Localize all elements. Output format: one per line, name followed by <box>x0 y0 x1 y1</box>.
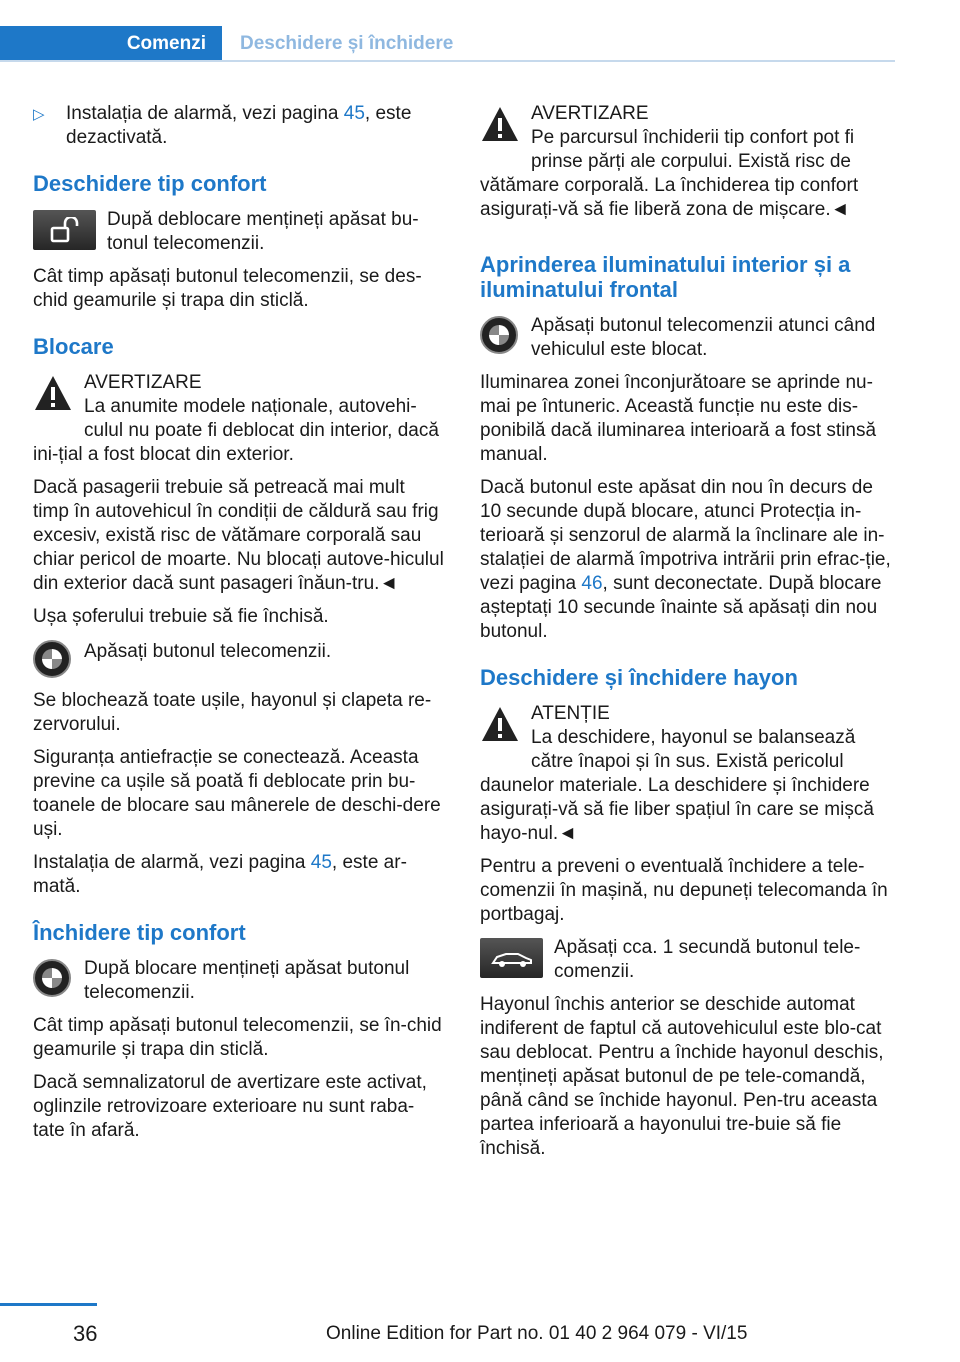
paragraph: După deblocare mențineți apăsat bu-tonul telecomenzii. <box>107 209 419 254</box>
tab-deschidere-inchidere[interactable]: Deschidere și închidere <box>240 33 454 54</box>
warning-title: AVERTIZARE <box>84 372 202 393</box>
warning-icon <box>480 702 520 751</box>
paragraph: Cât timp apăsați butonul telecomenzii, se în-chid geamurile și trapa din sticlă. <box>33 1015 442 1060</box>
bullet-item <box>33 102 445 150</box>
left-column <box>33 102 445 1152</box>
paragraph: Pentru a preveni o eventuală închidere a tele-comenzii în mașină, nu depuneți telecomanda în portbagaj. <box>480 856 888 925</box>
page-link-45[interactable]: 45 <box>310 852 332 873</box>
paragraph <box>33 851 445 899</box>
paragraph: Ușa șoferului trebuie să fie închisă. <box>33 606 329 627</box>
paragraph: Iluminarea zonei înconjurătoare se aprinde nu-mai pe întuneric. Această funcție nu este dis-ponibilă dacă iluminarea interioară a fost stinsă manual. <box>480 372 877 465</box>
warning-text: Pe parcursul închiderii tip confort pot fi prinse părți ale corpului. Există risc de vătămare corporală. La închiderea tip confort asigurați-vă să fie liberă zona de mișcare.◄ <box>480 127 859 220</box>
warning-text: La deschidere, hayonul se balansează către înapoi și în sus. Există pericolul daunelor materiale. La deschidere și închidere asigurați-vă să fie liber spațiul în care se mișcă hayo-nul.◄ <box>480 727 874 844</box>
right-column <box>480 102 896 1170</box>
paragraph: După blocare mențineți apăsat butonul telecomenzii. <box>84 958 410 1003</box>
paragraph <box>480 476 896 644</box>
footer-accent-line <box>0 1303 97 1306</box>
warning-title: AVERTIZARE <box>531 103 649 124</box>
warning-block <box>480 102 896 222</box>
paragraph: Se blochează toate ușile, hayonul și clapeta re-zervorului. <box>33 690 432 735</box>
bmw-remote-button-icon <box>33 638 73 678</box>
warning-block <box>480 702 896 846</box>
paragraph: Dacă semnalizatorul de avertizare este activat, oglinzile retrovizoare exterioare nu sunt raba-tate în afară. <box>33 1072 427 1141</box>
paragraph: Apăsați butonul telecomenzii atunci când vehiculul este blocat. <box>531 315 876 360</box>
page-link-45[interactable]: 45 <box>343 103 365 124</box>
heading-inchidere-confort: Închidere tip confort <box>33 920 246 945</box>
warning-title: ATENȚIE <box>531 703 610 724</box>
tab-comenzi[interactable]: Comenzi <box>0 26 222 62</box>
bullet-text-start: Instalația de alarmă, vezi pagina <box>66 103 344 124</box>
warning-text: La anumite modele naționale, autovehi-culul nu poate fi deblocat din interior, dacă ini-țial a fost blocat din exterior. <box>33 396 439 465</box>
tailgate-car-icon <box>480 936 543 978</box>
paragraph: Hayonul închis anterior se deschide automat indiferent de faptul că autovehiculul este blo-cat sau deblocat. Pentru a închide hayonul deschis, mențineți apăsat butonul de pe tele-comandă, până când se închide hayonul. Pen-tru aceasta partea inferioară a hayonului tre-buie să fie închisă. <box>480 994 884 1159</box>
heading-hayon: Deschidere și închidere hayon <box>480 665 798 690</box>
page-number: 36 <box>73 1321 98 1346</box>
paragraph: Cât timp apăsați butonul telecomenzii, se des-chid geamurile și trapa din sticlă. <box>33 266 422 311</box>
heading-deschidere-confort: Deschidere tip confort <box>33 171 267 196</box>
warning-icon <box>480 102 520 151</box>
heading-blocare: Blocare <box>33 334 114 359</box>
text: , este ar-mată. <box>33 852 407 897</box>
text: , sunt deconectate. După blocare așteptați 10 secunde înainte să apăsați din nou butonul. <box>480 573 882 642</box>
header-divider <box>0 60 895 62</box>
bullet-text <box>66 102 445 150</box>
warning-icon <box>33 371 73 420</box>
page-link-46[interactable]: 46 <box>581 573 603 594</box>
text: Instalația de alarmă, vezi pagina <box>33 852 311 873</box>
text: Dacă butonul este apăsat din nou în decurs de 10 secunde după blocare, atunci Protecția in-terioară și senzorul de alarmă la înclinare ale in-stalației de alarmă împotriva intrării prin efrac-ție, vezi pagina <box>480 477 891 594</box>
triangle-bullet-icon: ▷ <box>33 106 45 123</box>
unlock-key-icon <box>33 208 96 250</box>
edition-text: Online Edition for Part no. 01 40 2 964 079 - VI/15 <box>326 1323 748 1344</box>
bmw-remote-button-icon <box>480 314 520 354</box>
warning-block <box>33 371 445 467</box>
paragraph: Dacă pasagerii trebuie să petreacă mai mult timp în autovehicul în condiții de căldură sau frig excesiv, există risc de vătămare corporală sau chiar pericol de moarte. Nu blocați autove-hiculul din exterior dacă sunt pasageri înăun-tru.◄ <box>33 477 444 594</box>
paragraph: Apăsați butonul telecomenzii. <box>84 641 332 662</box>
heading-iluminat: Aprinderea iluminatului interior și a iluminatului frontal <box>480 252 851 302</box>
paragraph: Apăsați cca. 1 secundă butonul tele-comenzii. <box>554 937 861 982</box>
bullet-text-end: , este dezactivată. <box>66 103 412 148</box>
paragraph: Siguranța antiefracție se conectează. Aceasta previne ca ușile să poată fi deblocate prin bu-toanele de blocare sau mânerele de deschi-dere uși. <box>33 747 441 840</box>
bmw-remote-button-icon <box>33 957 73 997</box>
page-header <box>0 0 895 62</box>
